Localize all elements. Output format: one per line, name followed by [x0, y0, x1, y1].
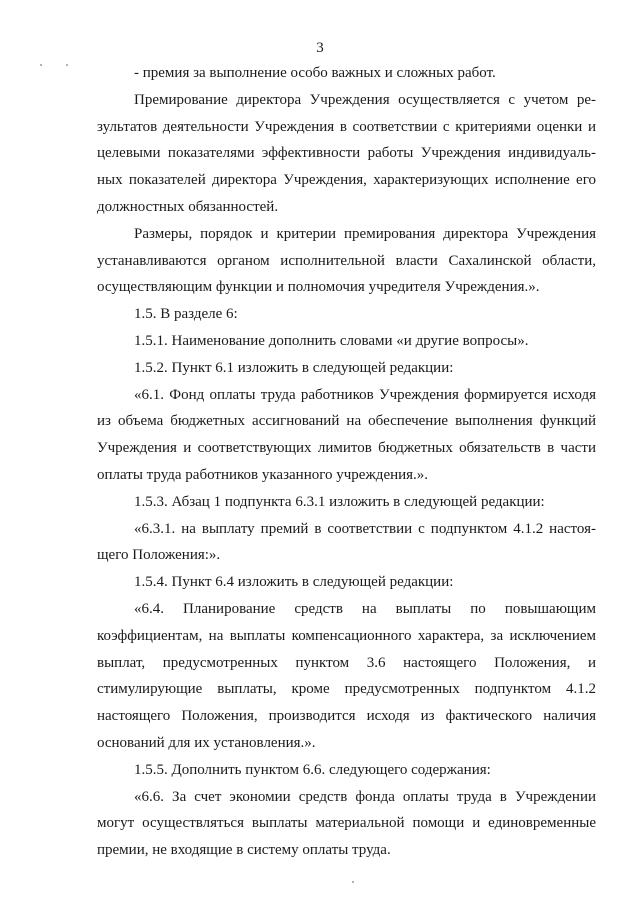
paragraph-director-bonus: Премирование директора Учреждения осуществляется с учетом результатов деятельности Учреждения в соответствии с критериями оценки и целевыми показателями эффективности работы Учреждения индивидуальных показателей директора Учреждения, характеризующих исполнение его должностных обязанностей. — [97, 91, 596, 215]
paragraph-premium-item: - премия за выполнение особо важных и сложных работ. — [134, 65, 496, 81]
scan-speck — [40, 64, 42, 66]
paragraph-bonus-criteria: Размеры, порядок и критерии премирования директора Учреждения устанавливаются органом исполнительной власти Сахалинской области, осуществляющим функции и полномочия учредителя Учреждения.». — [97, 225, 596, 296]
paragraph-6-1: «6.1. Фонд оплаты труда работников Учреждения формируется исходя из объема бюджетных ассигнований на обеспечение выполнения функций Учреждения и соответствующих лимитов бюджетных обязательств в части оплаты труда работников указанного учреждения.». — [97, 386, 596, 483]
paragraph-1-5-4: 1.5.4. Пункт 6.4 изложить в следующей редакции: — [134, 574, 454, 591]
scan-speck — [352, 881, 354, 883]
paragraph-1-5-5: 1.5.5. Дополнить пунктом 6.6. следующего содержания: — [134, 761, 491, 778]
document-body — [97, 60, 596, 864]
scan-speck — [66, 64, 68, 66]
paragraph-1-5-2: 1.5.2. Пункт 6.1 изложить в следующей редакции: — [134, 359, 454, 376]
paragraph-6-6: «6.6. За счет экономии средств фонда оплаты труда в Учреждении могут осуществляться выплаты материальной помощи и единовременные премии, не входящие в систему оплаты труда. — [97, 788, 596, 859]
paragraph-section-6: 1.5. В разделе 6: — [134, 306, 238, 323]
page-number: 3 — [316, 40, 324, 56]
paragraph-6-3-1: «6.3.1. на выплату премий в соответствии с подпунктом 4.1.2 настоящего Положения:». — [97, 520, 596, 564]
paragraph-1-5-3: 1.5.3. Абзац 1 подпункта 6.3.1 изложить в следующей редакции: — [134, 493, 545, 510]
paragraph-1-5-1: 1.5.1. Наименование дополнить словами «и другие вопросы». — [134, 332, 529, 349]
paragraph-6-4: «6.4. Планирование средств на выплаты по повышающим коэффициентам, на выплаты компенсационного характера, за исключением выплат, предусмотренных пунктом 3.6 настоящего Положения, и стимулирующие выплаты, кроме предусмотренных подпунктом 4.1.2 настоящего Положения, производится исходя из фактического наличия оснований для их установления.». — [97, 600, 596, 751]
